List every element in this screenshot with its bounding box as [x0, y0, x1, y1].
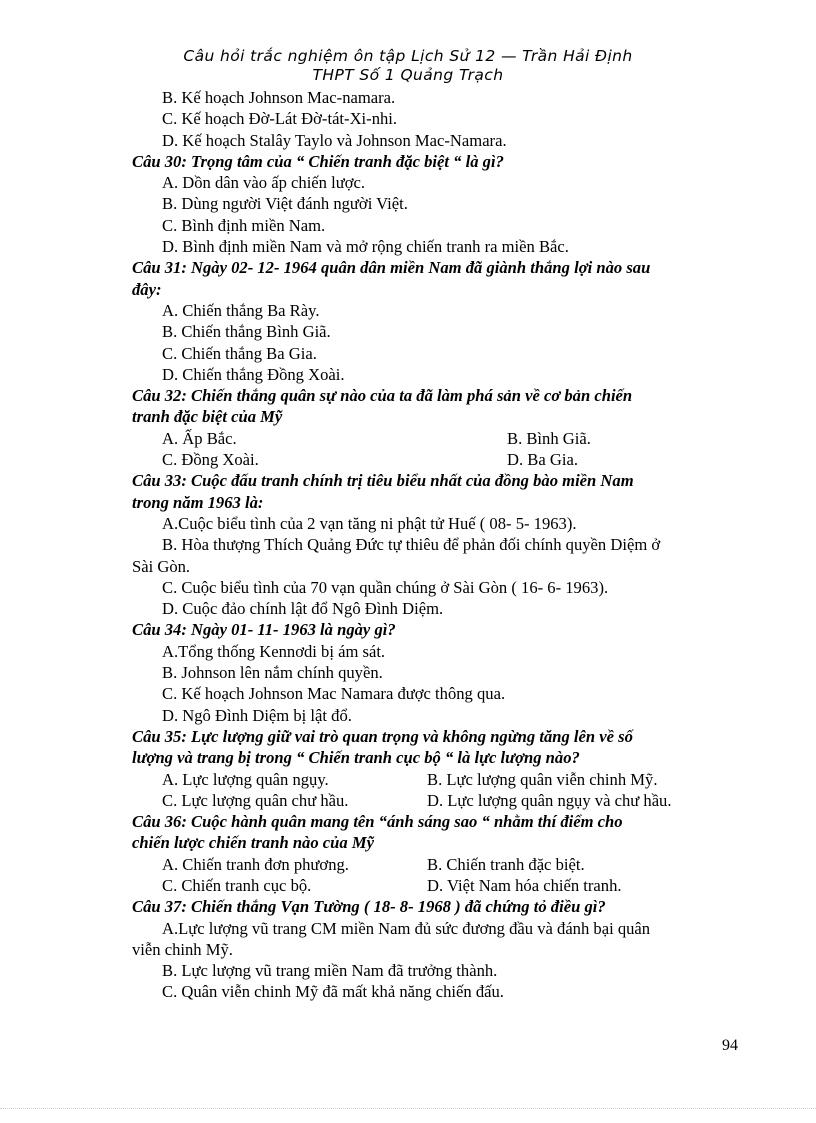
question-33: Câu 33: Cuộc đấu tranh chính trị tiêu biểu nhất của đồng bào miền Nam [132, 471, 634, 491]
answer-option: C. Cuộc biểu tình của 70 vạn quần chúng ở Sài Gòn ( 16- 6- 1963). [162, 577, 609, 597]
answer-row [132, 428, 744, 449]
page-header [0, 47, 816, 85]
answer-row [132, 790, 744, 811]
header-school: THPT Số 1 Quảng Trạch [312, 66, 504, 84]
answer-option: D. Lực lượng quân ngụy và chư hầu. [427, 790, 672, 810]
answer-option: D. Kế hoạch Stalây Taylo và Johnson Mac-Namara. [162, 130, 507, 150]
answer-row [132, 875, 744, 896]
answer-option: D. Cuộc đảo chính lật đổ Ngô Đình Diệm. [162, 599, 444, 619]
answer-option: A. Ấp Bắc. [162, 428, 237, 448]
answer-option: C. Kế hoạch Johnson Mac Namara được thông qua. [162, 684, 506, 704]
answer-row [132, 854, 744, 875]
answer-option: D. Chiến thắng Đồng Xoài. [162, 364, 345, 384]
answer-option: B. Lực lượng vũ trang miền Nam đã trưởng thành. [162, 961, 498, 981]
answer-option: B. Hòa thượng Thích Quảng Đức tự thiêu để phản đối chính quyền Diệm ở [162, 535, 661, 555]
question-33-cont: trong năm 1963 là: [132, 492, 264, 512]
question-31-cont: đây: [132, 279, 162, 299]
answer-option: C. Lực lượng quân chư hầu. [162, 790, 349, 810]
question-list [132, 87, 744, 1003]
answer-option-cont: Sài Gòn. [132, 556, 191, 576]
answer-option: D. Việt Nam hóa chiến tranh. [427, 875, 622, 895]
question-35-cont: lượng và trang bị trong “ Chiến tranh cục bộ “ là lực lượng nào? [132, 748, 580, 768]
answer-option: C. Chiến tranh cục bộ. [162, 875, 312, 895]
answer-option: A.Tổng thống Kennơdi bị ám sát. [162, 641, 386, 661]
question-32: Câu 32: Chiến thắng quân sự nào của ta đã làm phá sản về cơ bản chiến [132, 386, 633, 406]
question-36-cont: chiến lược chiến tranh nào của Mỹ [132, 833, 374, 853]
question-35: Câu 35: Lực lượng giữ vai trò quan trọng và không ngừng tăng lên về số [132, 726, 633, 746]
header-title: Câu hỏi trắc nghiệm ôn tập Lịch Sử 12 — Trần Hải Định [183, 47, 633, 65]
answer-option: B. Kế hoạch Johnson Mac-namara. [162, 88, 396, 107]
answer-option: B. Lực lượng quân viễn chinh Mỹ. [427, 769, 658, 789]
answer-option: B. Dùng người Việt đánh người Việt. [162, 194, 408, 214]
question-30: Câu 30: Trọng tâm của “ Chiến tranh đặc biệt “ là gì? [132, 151, 504, 171]
page-number: 94 [722, 1037, 738, 1054]
answer-option-cont: viễn chinh Mỹ. [132, 939, 233, 959]
answer-option: A. Dồn dân vào ấp chiến lược. [162, 173, 366, 193]
question-34: Câu 34: Ngày 01- 11- 1963 là ngày gì? [132, 620, 396, 640]
answer-option: D. Bình định miền Nam và mở rộng chiến tranh ra miền Bắc. [162, 237, 569, 257]
question-32-cont: tranh đặc biệt của Mỹ [132, 407, 283, 427]
answer-option: A. Chiến tranh đơn phương. [162, 854, 349, 874]
answer-option: C. Kế hoạch Đờ-Lát Đờ-tát-Xi-nhi. [162, 109, 398, 129]
answer-option: A. Lực lượng quân ngụy. [162, 769, 329, 789]
answer-row [132, 449, 744, 470]
answer-option: A.Lực lượng vũ trang CM miền Nam đủ sức đương đầu và đánh bại quân [162, 918, 651, 938]
answer-option: C. Quân viễn chinh Mỹ đã mất khả năng chiến đấu. [162, 982, 504, 1002]
question-36: Câu 36: Cuộc hành quân mang tên “ánh sáng sao “ nhằm thí điểm cho [132, 812, 623, 832]
answer-option: D. Ba Gia. [507, 450, 578, 470]
answer-row [132, 769, 744, 790]
footer-divider [0, 1108, 816, 1109]
answer-option: B. Bình Giã. [507, 428, 591, 448]
question-31: Câu 31: Ngày 02- 12- 1964 quân dân miền Nam đã giành thắng lợi nào sau [132, 258, 651, 278]
answer-option: B. Chiến thắng Bình Giã. [162, 322, 331, 342]
answer-option: A. Chiến thắng Ba Rày. [162, 300, 320, 320]
answer-option: B. Johnson lên nắm chính quyền. [162, 663, 383, 683]
question-37: Câu 37: Chiến thắng Vạn Tường ( 18- 8- 1968 ) đã chứng tỏ điều gì? [132, 897, 606, 917]
answer-option: D. Ngô Đình Diệm bị lật đổ. [162, 705, 352, 725]
answer-option: C. Chiến thắng Ba Gia. [162, 343, 317, 363]
answer-option: B. Chiến tranh đặc biệt. [427, 854, 585, 874]
answer-option: C. Bình định miền Nam. [162, 215, 326, 235]
answer-option: A.Cuộc biểu tình của 2 vạn tăng ni phật tử Huế ( 08- 5- 1963). [162, 513, 577, 533]
answer-option: C. Đồng Xoài. [162, 450, 259, 470]
